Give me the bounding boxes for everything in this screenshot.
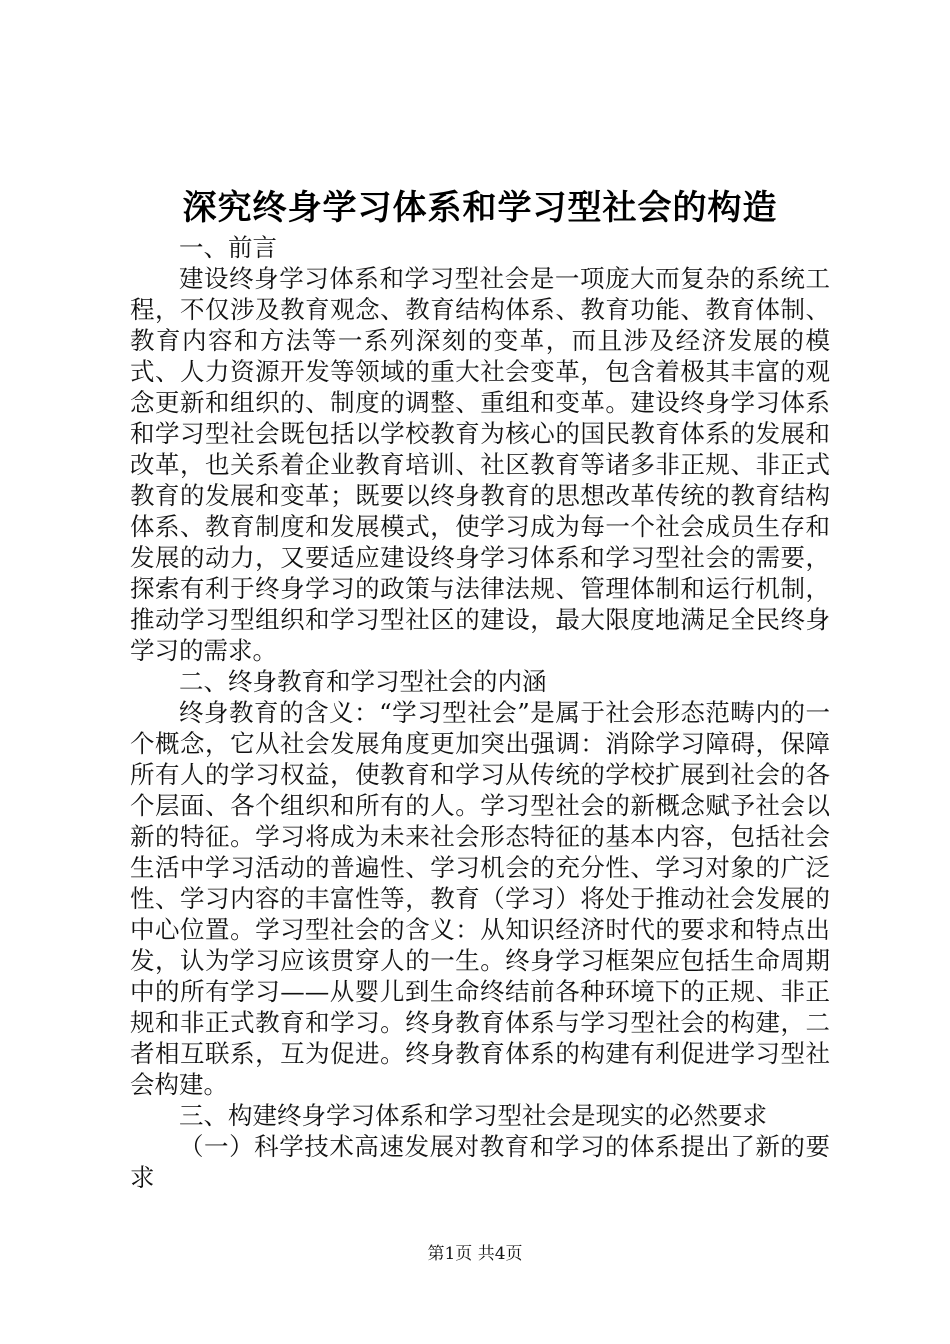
section-heading-requirement: 三、构建终身学习体系和学习型社会是现实的必然要求 (179, 1101, 767, 1130)
subsection-heading-technology: （一）科学技术高速发展对教育和学习的体系提出了新的要求 (130, 1132, 830, 1192)
document-body (130, 232, 830, 1193)
section-heading-preface: 一、前言 (179, 233, 277, 262)
page-title: 深究终身学习体系和学习型社会的构造 (182, 188, 778, 228)
paragraph-connotation: 终身教育的含义：“学习型社会”是属于社会形态范畴内的一个概念，它从社会发展角度更加突出强调：消除学习障碍，保障所有人的学习权益，使教育和学习从传统的学校扩展到社会的各个层面、各个组织和所有的人。学习型社会的新概念赋予社会以新的特征。学习将成为未来社会形态特征的基本内容，包括社会生活中学习活动的普遍性、学习机会的充分性、学习对象的广泛性、学习内容的丰富性等，教育（学习）将处于推动社会发展的中心位置。学习型社会的含义：从知识经济时代的要求和特点出发，认为学习应该贯穿人的一生。终身学习框架应包括生命周期中的所有学习——从婴儿到生命终结前各种环境下的正规、非正规和非正式教育和学习。终身教育体系与学习型社会的构建，二者相互联系，互为促进。终身教育体系的构建有利促进学习型社会构建。 (130, 698, 830, 1099)
section-heading-connotation: 二、终身教育和学习型社会的内涵 (179, 667, 547, 696)
page-footer: 第1页 共4页 (427, 1244, 523, 1264)
paragraph-preface: 建设终身学习体系和学习型社会是一项庞大而复杂的系统工程，不仅涉及教育观念、教育结构体系、教育功能、教育体制、教育内容和方法等一系列深刻的变革，而且涉及经济发展的模式、人力资源开发等领域的重大社会变革，包含着极其丰富的观念更新和组织的、制度的调整、重组和变革。建设终身学习体系和学习型社会既包括以学校教育为核心的国民教育体系的发展和改革，也关系着企业教育培训、社区教育等诸多非正规、非正式教育的发展和变革；既要以终身教育的思想改革传统的教育结构体系、教育制度和发展模式，使学习成为每一个社会成员生存和发展的动力，又要适应建设终身学习体系和学习型社会的需要，探索有利于终身学习的政策与法律法规、管理体制和运行机制，推动学习型组织和学习型社区的建设，最大限度地满足全民终身学习的需求。 (130, 264, 830, 665)
